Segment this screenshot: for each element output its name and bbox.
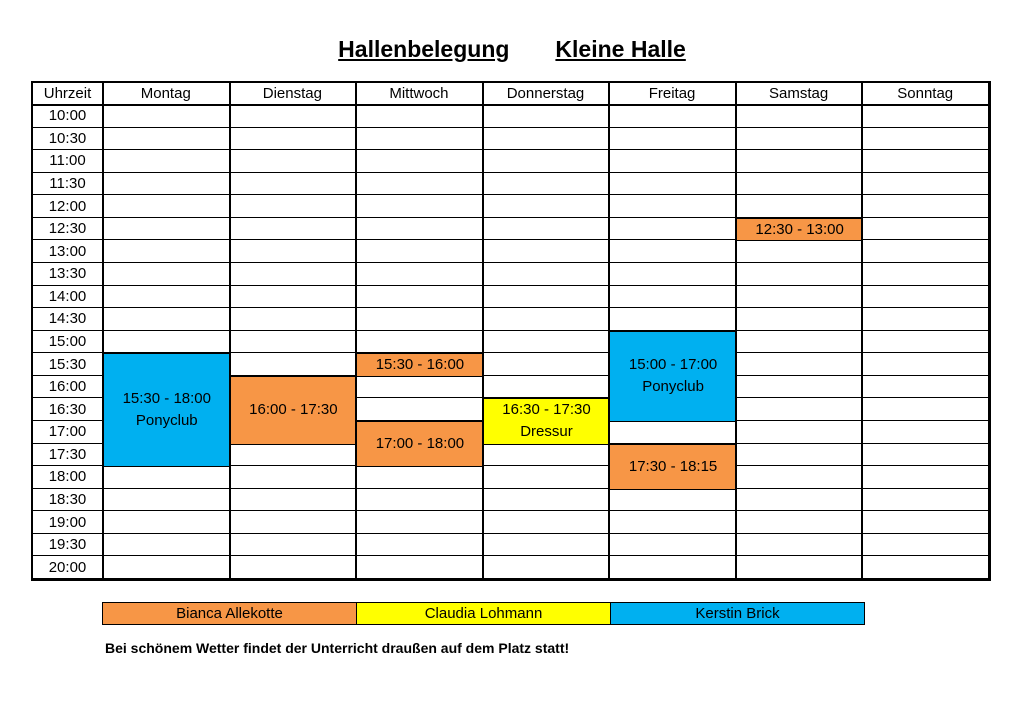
- table-cell: [736, 331, 863, 354]
- column-divider: [229, 83, 231, 579]
- table-cell: [862, 444, 989, 467]
- table-cell: [609, 286, 736, 309]
- table-cell: [862, 105, 989, 128]
- time-label: 10:30: [33, 128, 103, 151]
- table-cell: [483, 511, 610, 534]
- table-cell: [483, 331, 610, 354]
- table-cell: [230, 128, 357, 151]
- table-cell: [483, 489, 610, 512]
- column-divider: [735, 83, 737, 579]
- table-cell: [483, 556, 610, 579]
- time-label: 12:00: [33, 195, 103, 218]
- table-cell: [609, 105, 736, 128]
- legend-label: Kerstin Brick: [695, 605, 780, 622]
- table-cell: [862, 421, 989, 444]
- schedule-table: [31, 81, 991, 581]
- table-cell: [483, 240, 610, 263]
- table-cell: [103, 331, 230, 354]
- table-cell: [736, 195, 863, 218]
- table-cell: [103, 466, 230, 489]
- time-label: 11:00: [33, 150, 103, 173]
- table-cell: [483, 105, 610, 128]
- table-cell: [736, 489, 863, 512]
- event-time: 15:30 - 16:00: [375, 356, 465, 374]
- table-cell: [736, 466, 863, 489]
- table-cell: [736, 376, 863, 399]
- table-cell: [609, 128, 736, 151]
- time-label: 10:00: [33, 105, 103, 128]
- table-cell: [356, 398, 483, 421]
- table-cell: [736, 286, 863, 309]
- table-cell: [356, 556, 483, 579]
- table-cell: [609, 534, 736, 557]
- table-cell: [862, 195, 989, 218]
- title-sub: Kleine Halle: [555, 36, 686, 62]
- table-cell: [862, 150, 989, 173]
- table-cell: [483, 376, 610, 399]
- table-cell: [356, 466, 483, 489]
- time-label: 15:00: [33, 331, 103, 354]
- table-cell: [736, 105, 863, 128]
- table-cell: [862, 218, 989, 241]
- legend-item-claudia: [357, 603, 611, 624]
- table-cell: [862, 511, 989, 534]
- column-header-montag: Montag: [103, 83, 230, 105]
- title-main: Hallenbelegung: [338, 36, 510, 62]
- table-cell: [230, 308, 357, 331]
- table-cell: [483, 534, 610, 557]
- table-cell: [862, 286, 989, 309]
- event-block: [483, 398, 611, 444]
- time-label: 18:00: [33, 466, 103, 489]
- table-cell: [230, 286, 357, 309]
- table-cell: [609, 308, 736, 331]
- table-cell: [103, 263, 230, 286]
- column-header-freitag: Freitag: [609, 83, 736, 105]
- table-cell: [230, 195, 357, 218]
- time-label: 19:30: [33, 534, 103, 557]
- column-header-dienstag: Dienstag: [230, 83, 357, 105]
- event-block: [230, 376, 358, 445]
- table-cell: [356, 511, 483, 534]
- page-title: [0, 36, 1024, 63]
- table-cell: [862, 128, 989, 151]
- table-cell: [483, 286, 610, 309]
- legend-item-bianca: [103, 603, 357, 624]
- time-label: 13:00: [33, 240, 103, 263]
- table-cell: [609, 240, 736, 263]
- time-label: 19:00: [33, 511, 103, 534]
- table-cell: [230, 444, 357, 467]
- table-cell: [103, 511, 230, 534]
- table-cell: [230, 105, 357, 128]
- table-cell: [736, 421, 863, 444]
- table-cell: [356, 195, 483, 218]
- table-cell: [862, 398, 989, 421]
- time-label: 20:00: [33, 556, 103, 579]
- table-cell: [356, 263, 483, 286]
- column-header-sonntag: Sonntag: [862, 83, 989, 105]
- table-cell: [103, 195, 230, 218]
- table-cell: [356, 308, 483, 331]
- table-cell: [356, 128, 483, 151]
- table-cell: [483, 444, 610, 467]
- legend: [102, 602, 865, 625]
- table-cell: [862, 466, 989, 489]
- table-cell: [483, 466, 610, 489]
- table-cell: [230, 331, 357, 354]
- time-label: 14:00: [33, 286, 103, 309]
- event-title: Ponyclub: [135, 412, 198, 430]
- table-cell: [862, 331, 989, 354]
- table-cell: [609, 150, 736, 173]
- time-label: 17:30: [33, 444, 103, 467]
- table-cell: [230, 173, 357, 196]
- table-cell: [609, 556, 736, 579]
- table-cell: [230, 353, 357, 376]
- time-label: 11:30: [33, 173, 103, 196]
- table-cell: [103, 556, 230, 579]
- table-cell: [103, 218, 230, 241]
- table-cell: [862, 173, 989, 196]
- table-cell: [862, 353, 989, 376]
- table-cell: [736, 308, 863, 331]
- table-cell: [862, 263, 989, 286]
- table-cell: [736, 128, 863, 151]
- table-cell: [103, 128, 230, 151]
- table-cell: [103, 534, 230, 557]
- column-header-samstag: Samstag: [736, 83, 863, 105]
- table-cell: [736, 398, 863, 421]
- legend-item-kerstin: [611, 603, 864, 624]
- table-cell: [862, 534, 989, 557]
- table-cell: [609, 421, 736, 444]
- time-label: 18:30: [33, 489, 103, 512]
- weather-note: Bei schönem Wetter findet der Unterricht draußen auf dem Platz statt!: [105, 640, 570, 656]
- table-cell: [103, 240, 230, 263]
- table-cell: [103, 286, 230, 309]
- event-time: 15:00 - 17:00: [628, 356, 718, 374]
- table-cell: [356, 376, 483, 399]
- table-cell: [230, 240, 357, 263]
- table-cell: [483, 195, 610, 218]
- table-cell: [483, 128, 610, 151]
- table-cell: [356, 286, 483, 309]
- table-cell: [230, 556, 357, 579]
- table-cell: [483, 150, 610, 173]
- table-cell: [356, 489, 483, 512]
- table-cell: [862, 240, 989, 263]
- event-time: 12:30 - 13:00: [755, 220, 844, 238]
- table-cell: [356, 331, 483, 354]
- table-cell: [862, 556, 989, 579]
- time-label: 16:00: [33, 376, 103, 399]
- event-title: Ponyclub: [642, 378, 704, 396]
- table-cell: [736, 240, 863, 263]
- column-header-time: Uhrzeit: [33, 83, 103, 105]
- table-cell: [356, 173, 483, 196]
- time-label: 13:30: [33, 263, 103, 286]
- table-cell: [483, 263, 610, 286]
- legend-label: Bianca Allekotte: [176, 605, 283, 622]
- table-cell: [736, 556, 863, 579]
- event-time: 16:00 - 17:30: [249, 401, 338, 419]
- table-cell: [736, 511, 863, 534]
- event-time: 17:00 - 18:00: [375, 435, 465, 453]
- time-label: 17:00: [33, 421, 103, 444]
- event-block: [609, 444, 737, 490]
- column-divider: [355, 83, 357, 579]
- event-time: 17:30 - 18:15: [628, 457, 718, 475]
- column-divider: [482, 83, 484, 579]
- table-cell: [230, 489, 357, 512]
- table-cell: [609, 173, 736, 196]
- table-cell: [356, 218, 483, 241]
- table-cell: [609, 218, 736, 241]
- event-title: Dressur: [520, 423, 573, 441]
- table-cell: [103, 489, 230, 512]
- event-block: [736, 218, 864, 242]
- event-block: [356, 353, 484, 377]
- column-divider: [608, 83, 610, 579]
- table-cell: [483, 353, 610, 376]
- table-cell: [356, 150, 483, 173]
- table-cell: [609, 489, 736, 512]
- column-divider: [102, 83, 104, 579]
- table-cell: [483, 173, 610, 196]
- column-header-mittwoch: Mittwoch: [356, 83, 483, 105]
- column-divider: [861, 83, 863, 579]
- table-cell: [230, 263, 357, 286]
- table-cell: [736, 173, 863, 196]
- table-cell: [736, 444, 863, 467]
- table-cell: [736, 263, 863, 286]
- time-label: 14:30: [33, 308, 103, 331]
- table-cell: [862, 489, 989, 512]
- event-time: 16:30 - 17:30: [502, 401, 591, 419]
- time-label: 12:30: [33, 218, 103, 241]
- table-cell: [609, 263, 736, 286]
- table-cell: [230, 218, 357, 241]
- time-label: 16:30: [33, 398, 103, 421]
- header-divider: [33, 104, 989, 106]
- event-block: [356, 421, 484, 467]
- table-cell: [230, 150, 357, 173]
- table-cell: [609, 195, 736, 218]
- table-cell: [356, 105, 483, 128]
- table-cell: [103, 105, 230, 128]
- table-cell: [862, 376, 989, 399]
- legend-label: Claudia Lohmann: [424, 605, 543, 622]
- table-cell: [736, 353, 863, 376]
- table-cell: [230, 466, 357, 489]
- table-cell: [736, 150, 863, 173]
- table-cell: [230, 534, 357, 557]
- time-label: 15:30: [33, 353, 103, 376]
- table-cell: [356, 534, 483, 557]
- table-cell: [103, 173, 230, 196]
- table-cell: [230, 511, 357, 534]
- table-cell: [103, 308, 230, 331]
- event-block: [103, 353, 231, 467]
- table-cell: [736, 534, 863, 557]
- table-cell: [356, 240, 483, 263]
- table-cell: [862, 308, 989, 331]
- table-cell: [483, 308, 610, 331]
- table-cell: [609, 511, 736, 534]
- table-cell: [103, 150, 230, 173]
- table-cell: [483, 218, 610, 241]
- event-block: [609, 331, 737, 422]
- event-time: 15:30 - 18:00: [122, 390, 211, 408]
- column-header-donnerstag: Donnerstag: [483, 83, 610, 105]
